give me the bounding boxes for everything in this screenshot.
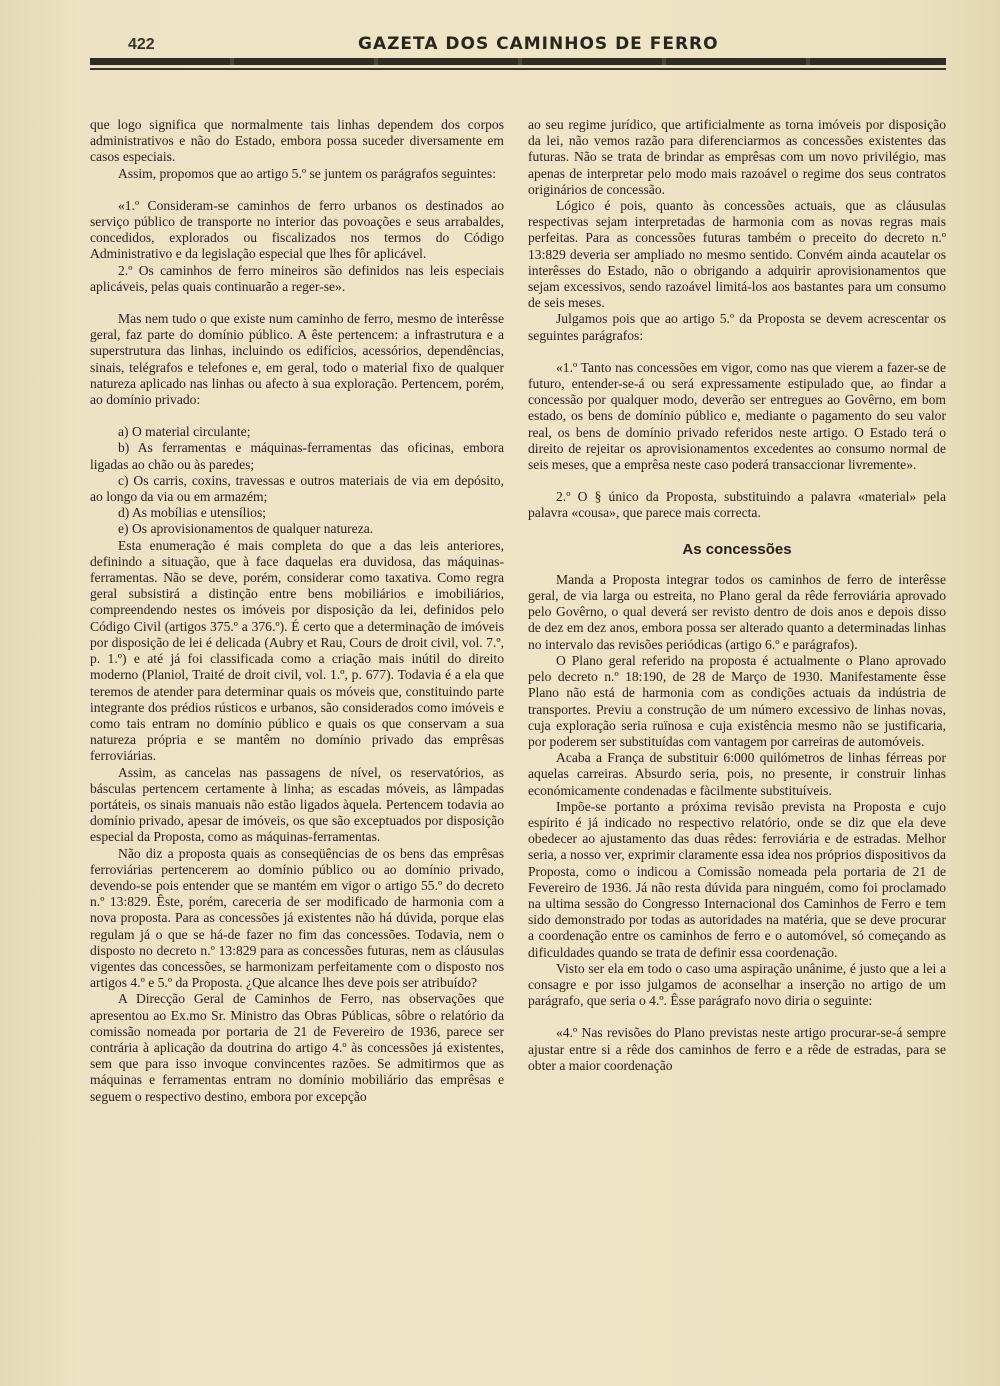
masthead-title: GAZETA DOS CAMINHOS DE FERRO bbox=[358, 34, 719, 54]
paragraph: Lógico é pois, quanto às concessões actuais, que as cláusulas respectivas sejam interpretadas de harmonia com as novas regras mais perfeitas. Para as concessões futuras também o preceito do decreto n.º 13:829 deveria ser ampliado no mesmo sentido. Convém ainda acautelar os interêsses do Estado, não o obrigando a adquirir aprovisionamentos que sejam excessivos, sendo razoável limitá-los aos bastantes para um consumo de seis meses. bbox=[528, 198, 946, 311]
page-number: 422 bbox=[128, 36, 155, 53]
paragraph: O Plano geral referido na proposta é actualmente o Plano aprovado pelo decreto n.º 18:190, de 28 de Março de 1930. Manifestamente êsse Plano não está de harmonia com as condições actuais da indústria de transportes. Previu a construção de um número excessivo de linhas novas, cuja exploração seria ruïnosa e cuja existência mesmo não se justificaria, por poderem ser substituídas com vantagem por carreiras de automóveis. bbox=[528, 652, 946, 749]
paragraph: Acaba a França de substituir 6:000 quilómetros de linhas férreas por aquelas carreiras. Absurdo seria, pois, no presente, ir construir linhas económicamente condenadas e fàcilmente substituíveis. bbox=[528, 750, 946, 798]
list-item: a) O material circulante; bbox=[118, 424, 251, 440]
section-heading: As concessões bbox=[682, 540, 792, 558]
paragraph: ao seu regime jurídico, que artificialmente as torna imóveis por disposição da lei, não vemos razão para diferenciarmos as concessões existentes das futuras. Não se trata de brindar as emprêsas com um novo privilégio, mas apenas de interpretar pelo modo mais razoável o regime dos seus contratos originários de concessão. bbox=[528, 117, 946, 197]
paragraph: Impõe-se portanto a próxima revisão prevista na Proposta e cujo espírito é já indicado no respectivo relatório, onde se diz que ela deve obedecer ao ajustamento das duas rêdes: ferroviária e de estradas. Melhor seria, a nosso ver, exprimir claramente essa idea nos próprios dispositivos da Proposta, como o indicou a Comissão nomeada pela portaria de 21 de Fevereiro de 1936. Já não resta dúvida para ninguém, como foi proclamado na ultima sessão do Congresso Internacional dos Caminhos de Ferro e tem sido demonstrado por todas as autoridades na matéria, que se deve procurar a coordenação entre os caminhos de ferro e o automóvel, só começando as dificuldades quando se trata de definir essa coordenação. bbox=[528, 798, 946, 960]
paragraph: Não diz a proposta quais as conseqüências de os bens das emprêsas ferroviárias pertencerem ao domínio público ou ao domínio privado, devendo-se pois entender que se mantém em vigor o artigo 55.º do decreto n.º 13:829. Êste, porém, careceria de ser modificado de harmonia com a nova proposta. Para as concessões já existentes não há dúvida, porque elas regulam já o que se há-de fazer no fim das concessões. Todavia, nem o disposto no decreto n.º 13:829 para as concessões futuras, nem as cláusulas vigentes das concessões, se harmonizam perfeitamente com o disposto nos artigos 4.º e 5.º da Proposta. ¿Que alcance lhes deve pois ser atribuído? bbox=[90, 845, 504, 991]
quoted-paragraph: «1.º Consideram-se caminhos de ferro urbanos os destinados ao serviço público de transporte no interior das povoações e seus arrabaldes, concedidos, explorados ou fiscalizados nos termos do Código Administrativo e da legislação especial que lhes fôr aplicável. bbox=[90, 197, 504, 262]
left-column bbox=[90, 117, 504, 1105]
quoted-paragraph: 2.º Os caminhos de ferro mineiros são definidos nas leis especiais aplicáveis, pelas quais continuarão a reger-se». bbox=[90, 262, 504, 294]
paragraph: Assim, as cancelas nas passagens de nível, os reservatórios, as básculas pertencem certamente à linha; as escadas móveis, as lâmpadas portáteis, os sinais manuais não estão ligados àquela. Pertencem todavia ao domínio privado, apesar de imóveis, os que são exceptuados por disposição especial da Proposta, como as máquinas-ferramentas. bbox=[90, 764, 504, 845]
header-rule-thick bbox=[90, 58, 946, 65]
paragraph: Esta enumeração é mais completa do que a das leis anteriores, definindo a situação, que à face daquelas era duvidosa, das máquinas-ferramentas. Não se deve, porém, considerar como taxativa. Como regra geral subsistirá a distinção entre bens mobiliários e imobiliários, compreendendo nestes os imóveis por disposição da lei, definidos pelo Código Civil (artigos 375.º a 376.º). É certo que a determinação de imóveis por disposição de lei é delicada (Aubry et Rau, Cours de droit civil, vol. 7.º, p. 1.º) e até já foi classificada como a criação mais inútil do direito moderno (Planiol, Traité de droit civil, vol. 1.º, p. 677). Todavia é a ela que teremos de atender para determinar quais os móveis que, constituindo parte integrante dos prédios rústicos e urbanos, são considerados como imóveis e como tais entram no domínio público e quais os que conservam a sua natureza própria e se mantêm no domínio privado das emprêsas ferroviárias. bbox=[90, 537, 504, 764]
quoted-paragraph: «4.º Nas revisões do Plano previstas neste artigo procurar-se-á sempre ajustar entre si a rêde dos caminhos de ferro e a rêde de estradas, para se obter a maior coordenação bbox=[528, 1025, 946, 1073]
paragraph: Manda a Proposta integrar todos os caminhos de ferro de interêsse geral, de via larga ou estreita, no Plano geral da rêde ferroviária aprovado pelo Govêrno, o qual deverá ser revisto dentro de dois anos e depois disso de dez em dez anos, embora possa ser alterado quanto a determinadas linhas no intervalo das revisões periódicas (artigo 6.º e parágrafos). bbox=[528, 571, 946, 652]
paragraph: Julgamos pois que ao artigo 5.º da Proposta se devem acrescentar os seguintes parágrafos: bbox=[528, 311, 946, 343]
paragraph: que logo significa que normalmente tais linhas dependem dos corpos administrativos e não do Estado, embora possa suceder diversamente em casos especiais. bbox=[90, 117, 504, 165]
quoted-paragraph: «1.º Tanto nas concessões em vigor, como nas que vierem a fazer-se de futuro, entender-se-á ou será expressamente estipulado que, ao findar a concessão por qualquer modo, deverão ser entregues ao Govêrno, em bom estado, os bens de domínio público e, mediante o pagamento do seu valor real, os bens de domínio privado referidos neste artigo. O Estado terá o direito de rejeitar os aprovisionamentos excedentes ao consumo normal de seis meses, que a emprêsa neste caso poderá transaccionar livremente». bbox=[528, 359, 946, 473]
paragraph: A Direcção Geral de Caminhos de Ferro, nas observações que apresentou ao Ex.mo Sr. Ministro das Obras Públicas, sôbre o relatório da comissão nomeada por portaria de 21 de Fevereiro de 1936, parece ser contrária à aplicação da doutrina do artigo 4.º às concessões já existentes, sem que para isso invoque convincentes razões. Se admitirmos que as máquinas e ferramentas entram no domínio mobiliário das emprêsas e seguem o respectivo destino, embora por excepção bbox=[90, 991, 504, 1104]
list-item: d) As mobílias e utensílios; bbox=[118, 505, 267, 521]
list-item: c) Os carris, coxins, travessas e outros materiais de via em depósito, ao longo da via ou em armazém; bbox=[90, 472, 504, 505]
paragraph: Mas nem tudo o que existe num caminho de ferro, mesmo de interêsse geral, faz parte do domínio público. A êste pertencem: a infrastrutura e a superstrutura das linhas, incluindo os edifícios, acessórios, dependências, sinais, telégrafos e telefones e, em geral, todo o material fixo de qualquer natureza aplicado nas linhas ou afecto à sua exploração. Pertencem, porém, ao domínio privado: bbox=[90, 311, 504, 408]
header-rule-thin bbox=[90, 68, 946, 70]
paragraph: Assim, propomos que ao artigo 5.º se juntem os parágrafos seguintes: bbox=[118, 165, 496, 181]
list-item: e) Os aprovisionamentos de qualquer natureza. bbox=[118, 521, 374, 537]
list-item: b) As ferramentas e máquinas-ferramentas das oficinas, embora ligadas ao chão ou às paredes; bbox=[90, 440, 504, 472]
paragraph: Visto ser ela em todo o caso uma aspiração unânime, é justo que a lei a consagre e por isso julgamos de aconselhar a inserção no artigo de um parágrafo, que seria o 4.º. Êsse parágrafo novo diria o seguinte: bbox=[528, 960, 946, 1009]
paragraph: 2.º O § único da Proposta, substituindo a palavra «material» pela palavra «cousa», que parece mais correcta. bbox=[528, 489, 946, 521]
right-column bbox=[528, 117, 946, 1074]
